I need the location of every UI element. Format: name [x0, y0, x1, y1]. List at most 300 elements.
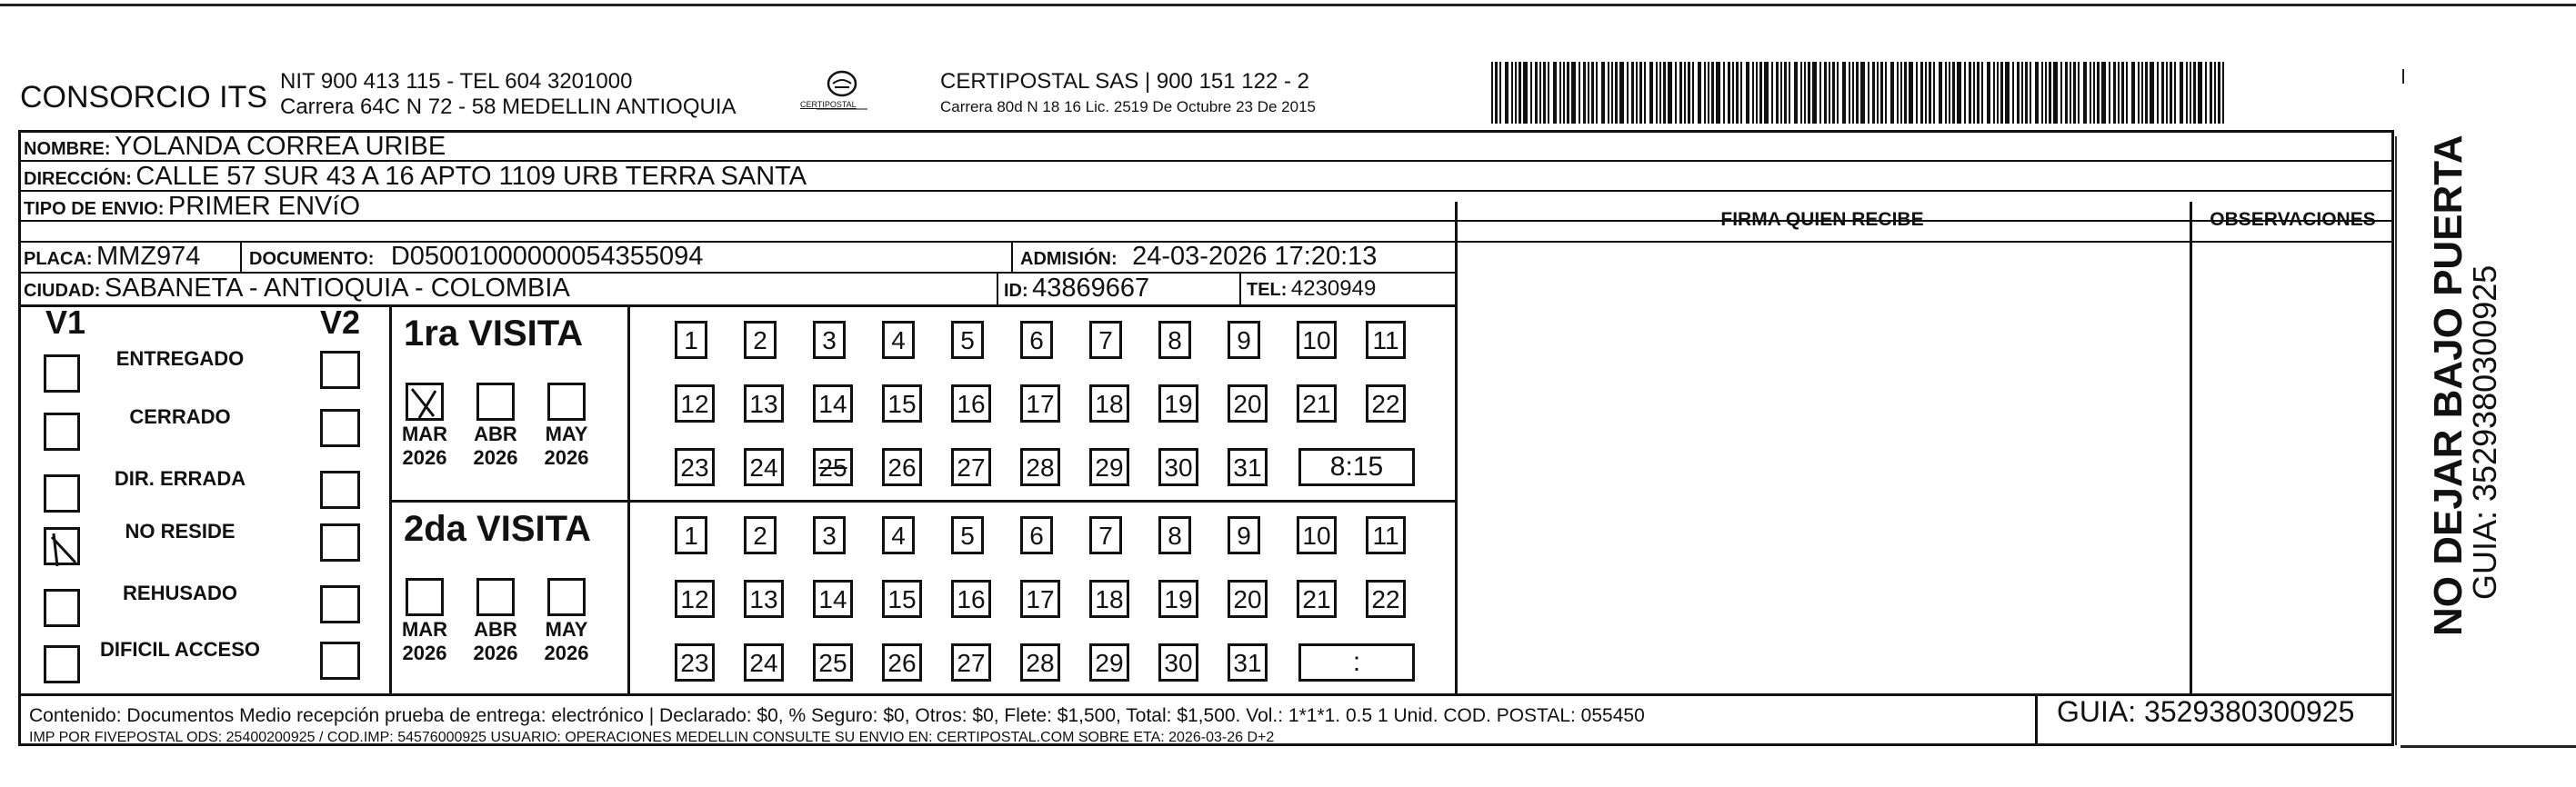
barcode-bar	[2180, 62, 2183, 124]
barcode-bar	[1829, 62, 1830, 124]
barcode-bar	[1611, 62, 1613, 124]
barcode-bar	[1819, 62, 1821, 124]
barcode-bar	[1684, 62, 1686, 124]
certipostal-line: CERTIPOSTAL SAS | 900 151 122 - 2	[940, 69, 1309, 94]
barcode-bar	[1849, 62, 1850, 124]
month-label: MAY	[545, 423, 588, 445]
day-box[interactable]: 11	[1366, 516, 1406, 554]
barcode-bar	[2210, 62, 2212, 124]
documento-value: D05001000000054355094	[390, 242, 704, 271]
barcode-bar	[1897, 62, 1899, 124]
barcode-bar	[2021, 62, 2023, 124]
day-box[interactable]: 8	[1158, 516, 1191, 554]
barcode-bar	[1515, 62, 1517, 124]
status-label: CERRADO	[129, 405, 231, 428]
barcode-bar	[1900, 62, 1902, 124]
day-box[interactable]: 5	[951, 516, 984, 554]
barcode-bar	[1698, 62, 1701, 124]
v2-checkbox[interactable]	[320, 585, 360, 623]
barcode-bar	[1945, 62, 1947, 124]
status-label: ENTREGADO	[115, 347, 245, 370]
barcode-bar	[2060, 62, 2062, 124]
barcode-bar	[1511, 62, 1513, 124]
barcode-bar	[1631, 62, 1634, 124]
barcode-bar	[2193, 62, 2196, 124]
firma-header: FIRMA QUIEN RECIBE	[1720, 209, 1924, 230]
tipo-label: TIPO DE ENVIO:	[24, 199, 165, 219]
frame-right-edge	[2395, 136, 2397, 745]
barcode-bar	[1957, 62, 1961, 124]
barcode-bar	[2030, 62, 2031, 124]
barcode-bar	[1579, 62, 1580, 124]
documento-label: DOCUMENTO:	[249, 249, 375, 269]
check-mark-icon	[408, 385, 446, 423]
barcode-bar	[2005, 62, 2010, 124]
time-box[interactable]: 8:15	[1298, 448, 1415, 486]
day-box[interactable]: 1	[675, 516, 707, 554]
barcode-bar	[1615, 62, 1618, 124]
barcode-bar	[1679, 62, 1682, 124]
barcode-bar	[2000, 62, 2003, 124]
row-divider	[18, 304, 1455, 307]
barcode-bar	[1553, 62, 1557, 124]
day-box[interactable]: 4	[882, 321, 915, 359]
day-box[interactable]: 17	[1020, 384, 1060, 423]
barcode-bar	[1675, 62, 1677, 124]
v2-checkbox[interactable]	[320, 351, 360, 389]
placa-value: MMZ974	[96, 242, 201, 271]
barcode-bar	[2093, 62, 2095, 124]
barcode-bar	[2190, 62, 2191, 124]
month-year: 2026	[544, 446, 589, 469]
cell-divider	[240, 241, 242, 272]
barcode-bar	[1583, 62, 1586, 124]
contents-line: Contenido: Documentos Medio recepción prueba de entrega: electrónico | Declarado: $0, % Seguro: $0, Otros: $0, Flete: $1,500, Total: $1,500. Vol.: 1*1*1. 0.5 1 Unid. COD. POSTAL: 055450	[29, 705, 1645, 726]
barcode-bar	[2017, 62, 2020, 124]
day-box[interactable]: 19	[1158, 384, 1198, 423]
status-label: DIR. ERRADA	[114, 467, 246, 490]
guia-number: GUIA: 3529380300925	[2057, 695, 2355, 728]
barcode-bar	[1649, 62, 1653, 124]
month-checkbox[interactable]	[476, 578, 515, 616]
barcode-bar	[2145, 62, 2148, 124]
barcode-bar	[2035, 62, 2039, 124]
barcode-bar	[1890, 62, 1894, 124]
direccion-label: DIRECCIÓN:	[24, 169, 132, 189]
barcode-bar	[2121, 62, 2124, 124]
barcode-bar	[1746, 62, 1749, 124]
visit-title: 1ra VISITA	[404, 314, 584, 354]
barcode-bar	[1880, 62, 1883, 124]
barcode-bar	[2186, 62, 2188, 124]
v2-checkbox[interactable]	[320, 523, 360, 562]
day-box[interactable]: 18	[1089, 384, 1129, 423]
day-box[interactable]: 5	[951, 321, 984, 359]
barcode-bar	[2053, 62, 2058, 124]
barcode-bar	[1505, 62, 1509, 124]
id-label: ID:	[1004, 281, 1028, 301]
top-edge-line	[0, 4, 2576, 6]
barcode-bar	[1860, 62, 1865, 124]
time-box[interactable]: :	[1298, 643, 1415, 682]
day-box[interactable]: 30	[1158, 643, 1198, 682]
tel-value: 4230949	[1290, 276, 1377, 301]
ciudad-label: CIUDAD:	[24, 281, 101, 301]
barcode-bar	[1837, 62, 1839, 124]
day-box[interactable]: 23	[675, 643, 715, 682]
barcode-bar	[1885, 62, 1887, 124]
barcode-bar	[1711, 62, 1714, 124]
cell-divider	[997, 272, 998, 304]
day-box[interactable]: 4	[882, 516, 915, 554]
day-box[interactable]: 28	[1020, 448, 1060, 486]
day-box[interactable]: 14	[813, 580, 853, 618]
observaciones-header: OBSERVACIONES	[2210, 209, 2376, 230]
barcode-bar	[1949, 62, 1950, 124]
barcode-bar	[1530, 62, 1532, 124]
barcode-bar	[2078, 62, 2080, 124]
barcode-bar	[1519, 62, 1521, 124]
month-label: MAR	[401, 423, 448, 445]
day-box[interactable]: 29	[1089, 448, 1129, 486]
v1-checkbox[interactable]	[44, 354, 80, 393]
barcode-bar	[1764, 62, 1769, 124]
barcode-bar	[1639, 62, 1642, 124]
day-box[interactable]: 13	[744, 580, 784, 618]
day-box[interactable]: 31	[1228, 643, 1268, 682]
barcode-bar	[1543, 62, 1546, 124]
barcode-bar	[1619, 62, 1624, 124]
day-box[interactable]: 21	[1297, 580, 1337, 618]
barcode-bar	[1969, 62, 1971, 124]
barcode-bar	[2138, 62, 2140, 124]
cell-divider	[2035, 693, 2038, 746]
day-box[interactable]: 21	[1297, 384, 1337, 423]
barcode-bar	[1716, 62, 1720, 124]
check-mark-icon	[46, 530, 83, 568]
barcode-bar	[2198, 62, 2202, 124]
month-checkbox[interactable]	[547, 578, 586, 616]
barcode-bar	[1987, 62, 1990, 124]
status-label: REHUSADO	[123, 582, 237, 604]
barcode-bar	[2166, 62, 2168, 124]
barcode-bar	[1952, 62, 1955, 124]
barcode-bar	[1571, 62, 1576, 124]
day-box[interactable]: 13	[744, 384, 784, 423]
barcode-bar	[1981, 62, 1983, 124]
month-year: 2026	[402, 642, 447, 664]
barcode-bar	[1929, 62, 1931, 124]
month-label: MAR	[401, 618, 448, 641]
cell-divider	[1239, 272, 1241, 304]
barcode-bar	[1872, 62, 1875, 124]
admision-cell	[1020, 242, 1377, 272]
month-checkbox[interactable]	[406, 383, 444, 421]
barcode-bar	[1752, 62, 1754, 124]
day-box[interactable]: 19	[1158, 580, 1198, 618]
ciudad-value: SABANETA - ANTIOQUIA - COLOMBIA	[104, 274, 570, 303]
notice-no-dejar: NO DEJAR BAJO PUERTA	[2426, 134, 2471, 636]
barcode-bar	[2097, 62, 2100, 124]
month-label: MAY	[545, 618, 588, 641]
status-label: NO RESIDE	[125, 520, 236, 543]
day-box[interactable]: 27	[951, 643, 991, 682]
barcode-bar	[1939, 62, 1942, 124]
day-box[interactable]: 27	[951, 448, 991, 486]
cell-divider	[389, 304, 392, 693]
day-box[interactable]: 22	[1366, 580, 1406, 618]
barcode-bar	[2083, 62, 2087, 124]
day-box[interactable]: 3	[813, 321, 846, 359]
day-box[interactable]: 15	[882, 580, 922, 618]
id-cell	[1004, 274, 1149, 304]
v2-checkbox[interactable]	[320, 409, 360, 447]
barcode-bar	[1663, 62, 1666, 124]
barcode-bar	[1868, 62, 1869, 124]
barcode-bar	[1692, 62, 1694, 124]
day-box[interactable]: 12	[675, 384, 715, 423]
barcode-bar	[1842, 62, 1846, 124]
visit-title: 2da VISITA	[404, 509, 591, 549]
barcode-bar	[1732, 62, 1734, 124]
day-box[interactable]: 28	[1020, 643, 1060, 682]
logo-caption: CERTIPOSTAL	[800, 100, 857, 109]
barcode-bar	[1776, 62, 1779, 124]
barcode-bar	[2101, 62, 2106, 124]
barcode-bar	[1784, 62, 1787, 124]
day-box[interactable]: 10	[1297, 321, 1337, 359]
barcode-bar	[1997, 62, 1999, 124]
nombre-row	[24, 132, 446, 162]
barcode-bar	[1608, 62, 1609, 124]
tipo-value: PRIMER ENVíO	[167, 192, 361, 221]
barcode-bar	[2041, 62, 2043, 124]
month-year: 2026	[473, 446, 518, 469]
cell-divider	[1011, 241, 1013, 272]
day-box[interactable]: 26	[882, 643, 922, 682]
barcode-bar	[2126, 62, 2128, 124]
v2-header: V2	[320, 304, 361, 341]
barcode-bar	[1601, 62, 1605, 124]
documento-cell	[249, 242, 703, 272]
bottom-edge-line	[2401, 745, 2576, 748]
barcode-bar	[1591, 62, 1594, 124]
edge-mark	[2402, 69, 2404, 84]
barcode-bar	[1916, 62, 1918, 124]
barcode-bar	[1904, 62, 1907, 124]
barcode-bar	[1808, 62, 1810, 124]
day-box[interactable]: 16	[951, 580, 991, 618]
barcode-bar	[2222, 62, 2224, 124]
barcode-bar	[2090, 62, 2091, 124]
barcode-bar	[2073, 62, 2076, 124]
barcode-bar	[1627, 62, 1629, 124]
barcode-bar	[1789, 62, 1790, 124]
barcode-bar	[1832, 62, 1835, 124]
barcode-bar	[1740, 62, 1742, 124]
barcode-bar	[1644, 62, 1646, 124]
day-box[interactable]: 8	[1158, 321, 1191, 359]
barcode-bar	[1708, 62, 1709, 124]
barcode-bar	[2131, 62, 2135, 124]
tipo-row	[24, 192, 360, 222]
day-box[interactable]: 29	[1089, 643, 1129, 682]
barcode-bar	[1736, 62, 1739, 124]
day-box[interactable]: 30	[1158, 448, 1198, 486]
day-box[interactable]: 6	[1020, 516, 1053, 554]
barcode-bar	[1759, 62, 1762, 124]
barcode-bar	[1499, 62, 1501, 124]
barcode-bar	[2141, 62, 2143, 124]
v1-checkbox[interactable]	[44, 474, 80, 513]
barcode-bar	[1977, 62, 1980, 124]
barcode-bar	[1824, 62, 1827, 124]
month-label: ABR	[474, 618, 517, 641]
day-box[interactable]: 9	[1228, 321, 1260, 359]
day-box[interactable]: 3	[813, 516, 846, 554]
v2-checkbox[interactable]	[320, 642, 360, 680]
barcode-bar	[1877, 62, 1879, 124]
day-box[interactable]: 14	[813, 384, 853, 423]
barcode-bar	[1636, 62, 1638, 124]
column-divider	[1455, 202, 1458, 693]
barcode-bar	[1780, 62, 1782, 124]
barcode-bar	[2170, 62, 2172, 124]
barcode-bar	[2045, 62, 2047, 124]
day-box[interactable]: 7	[1089, 516, 1122, 554]
barcode-bar	[1668, 62, 1672, 124]
month-checkbox[interactable]	[406, 578, 444, 616]
day-box[interactable]: 24	[744, 448, 784, 486]
cell-divider	[627, 304, 630, 693]
barcode-bar	[1771, 62, 1773, 124]
direccion-row	[24, 162, 807, 192]
barcode-bar	[2049, 62, 2051, 124]
day-box[interactable]: 31	[1228, 448, 1268, 486]
day-box[interactable]: 22	[1366, 384, 1406, 423]
day-box[interactable]: 23	[675, 448, 715, 486]
day-box[interactable]: 15	[882, 384, 922, 423]
day-box[interactable]: 20	[1228, 384, 1268, 423]
id-value: 43869667	[1032, 274, 1150, 303]
day-box[interactable]: 9	[1228, 516, 1260, 554]
barcode-bar	[1548, 62, 1549, 124]
tel-cell	[1247, 276, 1376, 302]
barcode-bar	[1659, 62, 1661, 124]
day-box[interactable]: 7	[1089, 321, 1122, 359]
barcode-bar	[1804, 62, 1806, 124]
day-box[interactable]: 20	[1228, 580, 1268, 618]
v1-header: V1	[45, 304, 86, 341]
barcode-bar	[1933, 62, 1935, 124]
barcode	[1491, 62, 2228, 124]
day-box[interactable]: 18	[1089, 580, 1129, 618]
day-box[interactable]: 6	[1020, 321, 1053, 359]
v1-checkbox[interactable]	[44, 527, 80, 565]
day-box[interactable]: 10	[1297, 516, 1337, 554]
barcode-bar	[1920, 62, 1923, 124]
month-checkbox[interactable]	[476, 383, 515, 421]
day-box[interactable]: 12	[675, 580, 715, 618]
company-nit: NIT 900 413 115 - TEL 604 3201000	[280, 69, 633, 94]
side-guia: GUIA: 3529380300925	[2466, 264, 2503, 600]
column-divider	[2190, 202, 2192, 693]
v1-checkbox[interactable]	[44, 413, 80, 451]
v1-checkbox[interactable]	[44, 645, 80, 683]
barcode-bar	[2109, 62, 2110, 124]
v1-checkbox[interactable]	[44, 589, 80, 627]
barcode-bar	[1539, 62, 1541, 124]
barcode-bar	[1656, 62, 1658, 124]
barcode-bar	[1856, 62, 1859, 124]
nombre-label: NOMBRE:	[24, 139, 111, 159]
barcode-bar	[2025, 62, 2028, 124]
barcode-bar	[1812, 62, 1817, 124]
barcode-bar	[2157, 62, 2159, 124]
month-year: 2026	[473, 642, 518, 664]
barcode-bar	[2218, 62, 2220, 124]
v2-checkbox[interactable]	[320, 471, 360, 509]
barcode-bar	[2113, 62, 2116, 124]
month-checkbox[interactable]	[547, 383, 586, 421]
barcode-bar	[1559, 62, 1561, 124]
barcode-bar	[1794, 62, 1798, 124]
company-name: CONSORCIO ITS	[20, 80, 268, 115]
month-label: ABR	[474, 423, 517, 445]
barcode-bar	[1596, 62, 1598, 124]
month-year: 2026	[544, 642, 589, 664]
day-box[interactable]: 26	[882, 448, 922, 486]
admision-label: ADMISIÓN:	[1020, 249, 1118, 269]
barcode-bar	[1495, 62, 1498, 124]
day-box[interactable]: 11	[1366, 321, 1406, 359]
day-box[interactable]: 25	[813, 448, 853, 486]
barcode-bar	[1964, 62, 1966, 124]
barcode-bar	[2205, 62, 2207, 124]
month-year: 2026	[402, 446, 447, 469]
barcode-bar	[1563, 62, 1565, 124]
barcode-bar	[2070, 62, 2071, 124]
day-box[interactable]: 16	[951, 384, 991, 423]
footer-divider	[18, 693, 2394, 696]
day-box[interactable]: 2	[744, 516, 777, 554]
barcode-bar	[1723, 62, 1725, 124]
barcode-bar	[1993, 62, 1995, 124]
barcode-bar	[1704, 62, 1706, 124]
barcode-bar	[1688, 62, 1690, 124]
barcode-bar	[1756, 62, 1758, 124]
day-box[interactable]: 24	[744, 643, 784, 682]
company-address: Carrera 64C N 72 - 58 MEDELLIN ANTIOQUIA	[280, 95, 737, 119]
barcode-bar	[2150, 62, 2154, 124]
day-box[interactable]: 17	[1020, 580, 1060, 618]
visit-divider	[389, 500, 1455, 503]
barcode-bar	[1523, 62, 1528, 124]
barcode-bar	[1588, 62, 1589, 124]
barcode-bar	[2174, 62, 2176, 124]
day-box[interactable]: 1	[675, 321, 707, 359]
direccion-value: CALLE 57 SUR 43 A 16 APTO 1109 URB TERRA SANTA	[135, 162, 807, 191]
day-box[interactable]: 2	[744, 321, 777, 359]
barcode-bar	[1535, 62, 1538, 124]
status-label: DIFICIL ACCESO	[99, 638, 260, 661]
print-info-line: IMP POR FIVEPOSTAL ODS: 25400200925 / COD.IMP: 54576000925 USUARIO: OPERACIONES MEDELLIN CONSULTE SU ENVIO EN: CERTIPOSTAL.COM SOBRE ETA: 2026-03-26 D+2	[29, 730, 1275, 745]
barcode-bar	[2118, 62, 2120, 124]
day-box[interactable]: 25	[813, 643, 853, 682]
barcode-bar	[2065, 62, 2068, 124]
barcode-bar	[1728, 62, 1730, 124]
barcode-bar	[1909, 62, 1913, 124]
